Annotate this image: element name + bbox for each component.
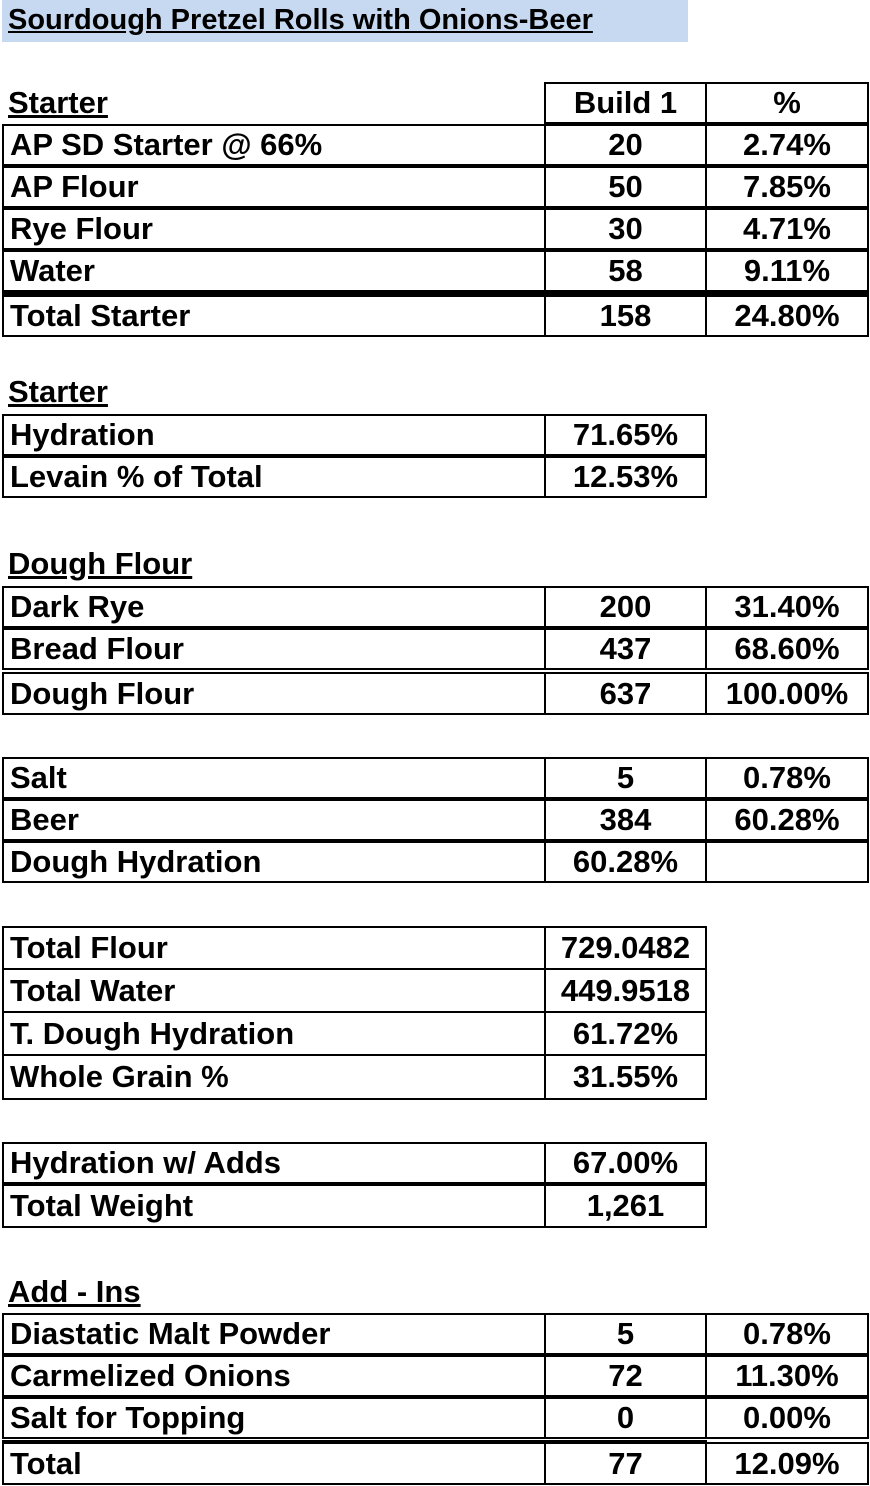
row-percent: 9.11% xyxy=(705,250,869,292)
row-label: Rye Flour xyxy=(2,208,546,250)
row-value: 77 xyxy=(544,1442,707,1485)
row-value: 72 xyxy=(544,1355,707,1397)
row-label: Bread Flour xyxy=(2,628,546,670)
row-label: Dough Hydration xyxy=(2,841,546,883)
row-value: 637 xyxy=(544,672,707,715)
page-title-banner xyxy=(2,0,688,42)
row-label: Salt for Topping xyxy=(2,1397,546,1439)
row-label: Whole Grain % xyxy=(2,1054,546,1100)
build-1-header: Build 1 xyxy=(544,82,707,124)
row-value: 71.65% xyxy=(544,414,707,456)
row-value: 158 xyxy=(544,295,707,337)
row-value: 12.53% xyxy=(544,456,707,498)
row-label: Diastatic Malt Powder xyxy=(2,1313,546,1355)
dough-flour-heading: Dough Flour xyxy=(8,546,193,581)
percent-header: % xyxy=(705,82,869,124)
row-value: 67.00% xyxy=(544,1142,707,1184)
row-label: AP SD Starter @ 66% xyxy=(2,124,546,166)
row-value: 729.0482 xyxy=(544,926,707,970)
row-label: Total Flour xyxy=(2,926,546,970)
row-value: 58 xyxy=(544,250,707,292)
row-label: Dough Flour xyxy=(2,672,546,715)
row-percent: 60.28% xyxy=(705,799,869,841)
row-label: Total xyxy=(2,1442,546,1485)
row-percent: 0.78% xyxy=(705,757,869,799)
row-value: 61.72% xyxy=(544,1011,707,1056)
row-value: 5 xyxy=(544,1313,707,1355)
row-label: T. Dough Hydration xyxy=(2,1011,546,1056)
row-label: Total Weight xyxy=(2,1184,546,1228)
row-percent: 31.40% xyxy=(705,586,869,628)
row-label: Total Starter xyxy=(2,295,546,337)
row-label: Beer xyxy=(2,799,546,841)
row-percent: 0.00% xyxy=(705,1397,869,1439)
row-percent: 2.74% xyxy=(705,124,869,166)
row-value: 20 xyxy=(544,124,707,166)
row-value: 449.9518 xyxy=(544,968,707,1013)
row-value: 50 xyxy=(544,166,707,208)
row-percent: 11.30% xyxy=(705,1355,869,1397)
starter-heading: Starter xyxy=(8,85,108,120)
row-value: 0 xyxy=(544,1397,707,1439)
row-percent: 7.85% xyxy=(705,166,869,208)
row-label: Total Water xyxy=(2,968,546,1013)
row-value: 384 xyxy=(544,799,707,841)
row-value: 30 xyxy=(544,208,707,250)
row-percent: 4.71% xyxy=(705,208,869,250)
row-label: Levain % of Total xyxy=(2,456,546,498)
row-label: Water xyxy=(2,250,546,292)
row-label: AP Flour xyxy=(2,166,546,208)
row-value: 200 xyxy=(544,586,707,628)
row-percent xyxy=(705,841,869,883)
row-value: 437 xyxy=(544,628,707,670)
row-label: Dark Rye xyxy=(2,586,546,628)
add-ins-heading: Add - Ins xyxy=(8,1274,141,1309)
row-label: Hydration xyxy=(2,414,546,456)
row-label: Salt xyxy=(2,757,546,799)
row-value: 60.28% xyxy=(544,841,707,883)
row-percent: 12.09% xyxy=(705,1442,869,1485)
page-title: Sourdough Pretzel Rolls with Onions-Beer xyxy=(8,4,593,36)
row-percent: 24.80% xyxy=(705,295,869,337)
row-label: Carmelized Onions xyxy=(2,1355,546,1397)
row-label: Hydration w/ Adds xyxy=(2,1142,546,1184)
row-percent: 100.00% xyxy=(705,672,869,715)
row-percent: 0.78% xyxy=(705,1313,869,1355)
row-value: 5 xyxy=(544,757,707,799)
row-value: 1,261 xyxy=(544,1184,707,1228)
starter-stats-heading: Starter xyxy=(8,374,108,409)
row-percent: 68.60% xyxy=(705,628,869,670)
row-value: 31.55% xyxy=(544,1054,707,1100)
